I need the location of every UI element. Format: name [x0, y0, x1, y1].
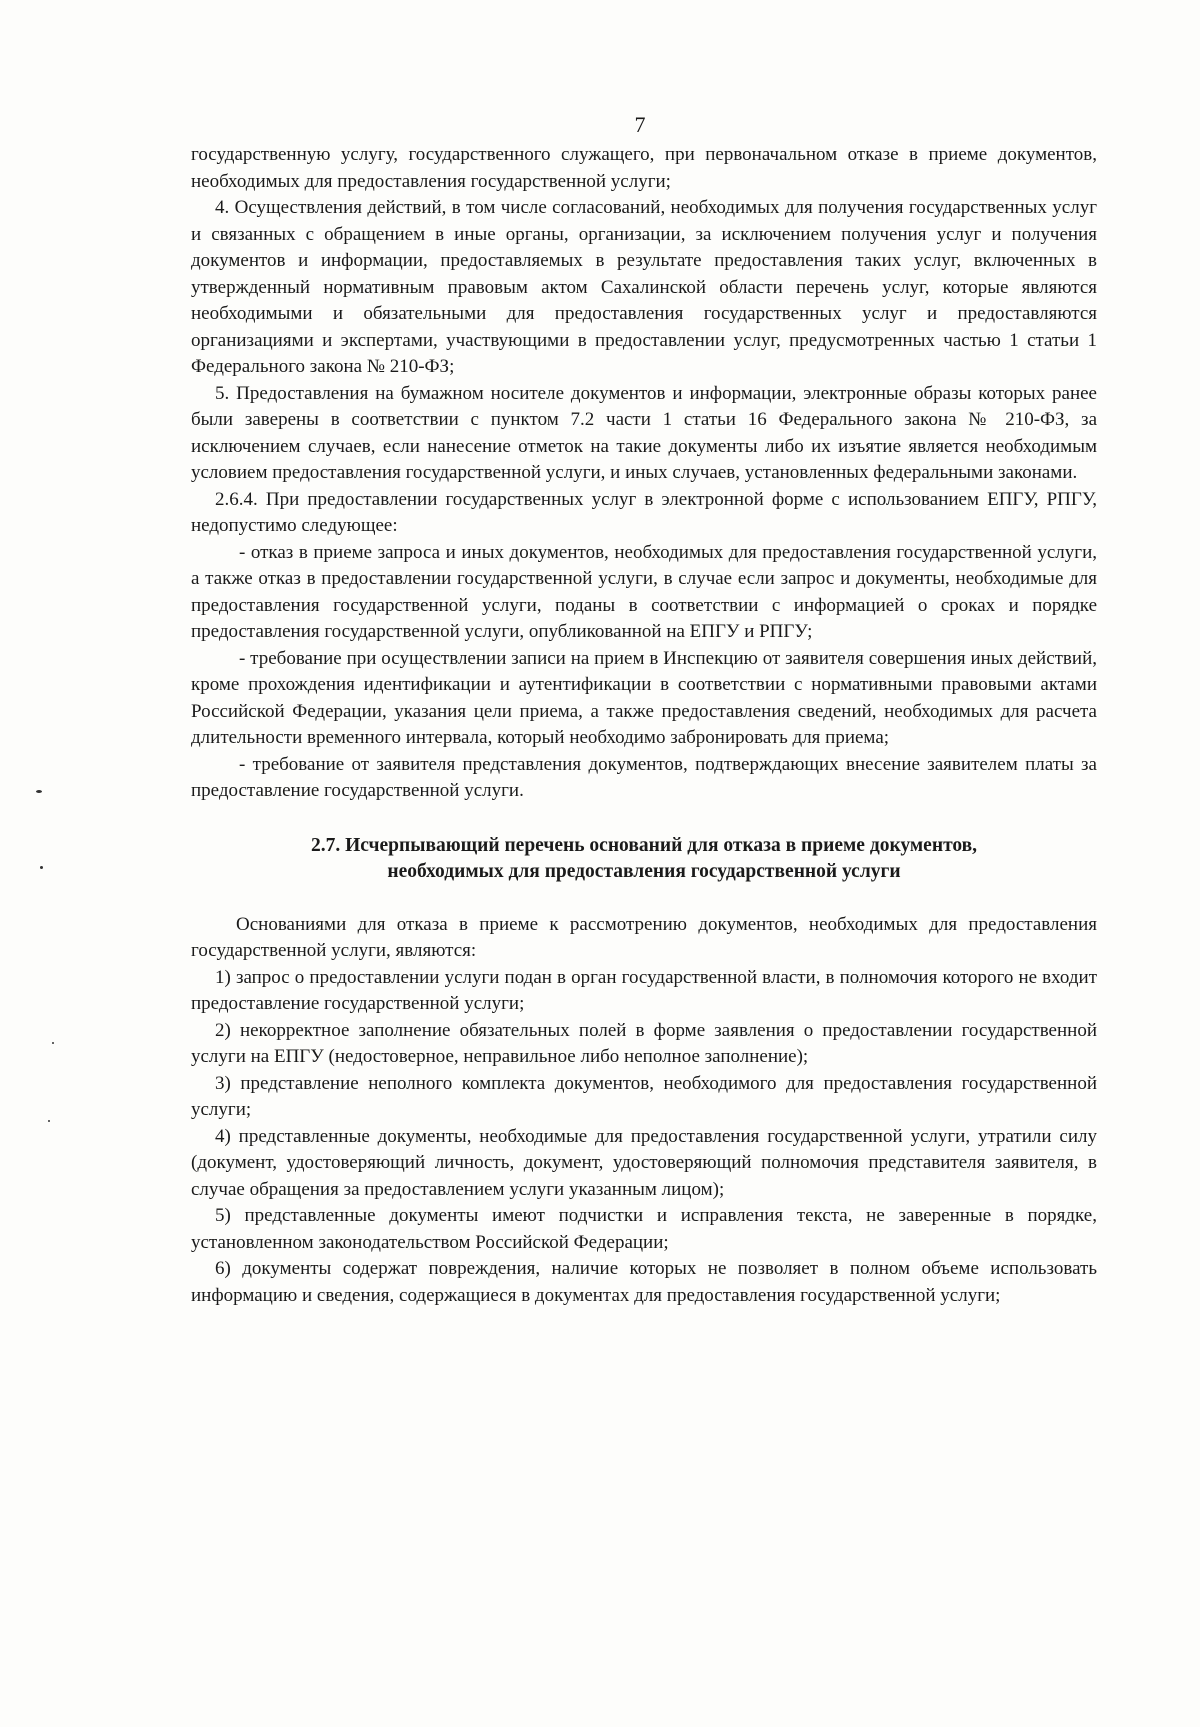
list-item: - отказ в приеме запроса и иных документов, необходимых для предоставления государственной услуги, а также отказ в предоставлении государственной услуги, в случае если запрос и документы, необходимые для предоставления государственной услуги, поданы в соответствии с информацией о сроках и порядке предоставления государственной услуги, опубликованной на ЕПГУ и РПГУ; [191, 541, 1097, 642]
paragraph: Основаниями для отказа в приеме к рассмотрению документов, необходимых для предоставления государственной услуги, являются: [191, 913, 1097, 961]
paragraphs-top [191, 142, 1097, 805]
paragraphs-bottom [191, 912, 1097, 1310]
list-item: - требование от заявителя представления документов, подтверждающих внесение заявителем платы за предоставление государственной услуги. [191, 753, 1097, 801]
section-heading [191, 833, 1097, 886]
scan-speck [36, 790, 42, 793]
page-number: 7 [634, 112, 646, 137]
list-item: - требование при осуществлении записи на прием в Инспекцию от заявителя совершения иных действий, кроме прохождения идентификации и аутентификации в соответствии с нормативными правовыми актами Российской Федерации, указания цели приема, а также предоставления сведений, необходимых для расчета длительности временного интервала, который необходимо забронировать для приема; [191, 647, 1097, 748]
list-item: 5) представленные документы имеют подчистки и исправления текста, не заверенные в порядке, установленном законодательством Российской Федерации; [191, 1205, 1097, 1253]
list-item: 2) некорректное заполнение обязательных полей в форме заявления о предоставлении государственной услуги на ЕПГУ (недостоверное, неправильное либо неполное заполнение); [191, 1019, 1097, 1067]
list-item: 1) запрос о предоставлении услуги подан в орган государственной власти, в полномочия которого не входит предоставление государственной услуги; [191, 966, 1097, 1014]
list-item: 6) документы содержат повреждения, наличие которых не позволяет в полном объеме использовать информацию и сведения, содержащиеся в документах для предоставления государственной услуги; [191, 1258, 1097, 1306]
list-item: 3) представление неполного комплекта документов, необходимого для предоставления государственной услуги; [191, 1072, 1097, 1120]
paragraph: 4. Осуществления действий, в том числе согласований, необходимых для получения государственных услуг и связанных с обращением в иные органы, организации, за исключением получения услуг и получения документов и информации, предоставляемых в результате предоставления таких услуг, включенных в утвержденный нормативным правовым актом Сахалинской области перечень услуг, которые являются необходимыми и обязательными для предоставления государственных услуг и предоставляются организациями и экспертами, участвующими в предоставлении услуг, предусмотренных частью 1 статьи 1 Федерального закона № 210-ФЗ; [191, 197, 1097, 377]
paragraph: 5. Предоставления на бумажном носителе документов и информации, электронные образы которых ранее были заверены в соответствии с пунктом 7.2 части 1 статьи 16 Федерального закона № 210-ФЗ, за исключением случаев, если нанесение отметок на такие документы либо их изъятие является необходимым условием предоставления государственной услуги, и иных случаев, установленных федеральными законами. [191, 382, 1097, 483]
scan-speck [40, 866, 43, 869]
scan-speck [48, 1120, 50, 1122]
document-body [191, 142, 1097, 1309]
scan-speck [52, 1042, 54, 1044]
section-heading-line: необходимых для предоставления государственной услуги [387, 861, 901, 882]
paragraph: государственную услугу, государственного служащего, при первоначальном отказе в приеме документов, необходимых для предоставления государственной услуги; [191, 144, 1097, 192]
list-item: 4) представленные документы, необходимые для предоставления государственной услуги, утратили силу (документ, удостоверяющий личность, документ, удостоверяющий полномочия представителя заявителя, в случае обращения за предоставлением услуги указанным лицом); [191, 1125, 1097, 1200]
paragraph: 2.6.4. При предоставлении государственных услуг в электронной форме с использованием ЕПГУ, РПГУ, недопустимо следующее: [191, 488, 1097, 536]
section-heading-line: 2.7. Исчерпывающий перечень оснований для отказа в приеме документов, [310, 834, 978, 856]
